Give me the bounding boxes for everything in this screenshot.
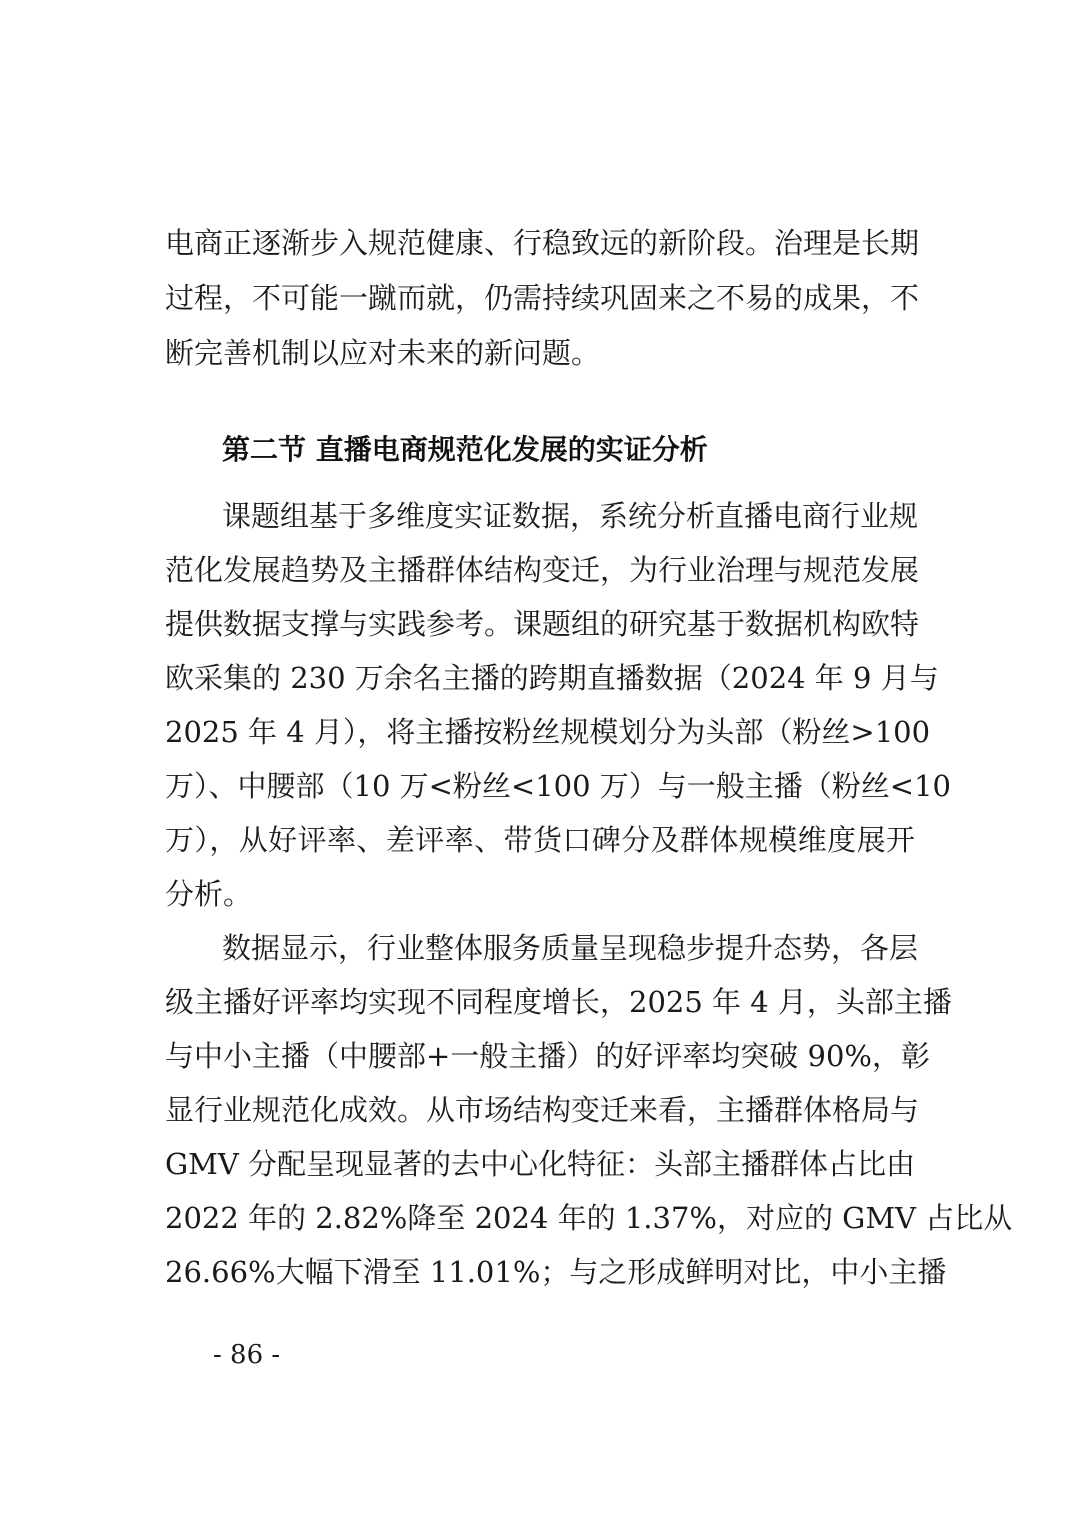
body-text-line: 万），从好评率、差评率、带货口碑分及群体规模维度展开 xyxy=(165,823,915,857)
body-text-line: 分析。 xyxy=(165,877,253,911)
body-text-line: 过程，不可能一蹴而就，仍需持续巩固来之不易的成果，不 xyxy=(165,281,920,315)
body-text-line: 提供数据支撑与实践参考。课题组的研究基于数据机构欧特 xyxy=(165,607,920,641)
body-text-line: 万）、中腰部（10 万<粉丝<100 万）与一般主播（粉丝<10 xyxy=(165,769,951,803)
page-number: - 86 - xyxy=(213,1340,281,1370)
section-heading: 第二节 直播电商规范化发展的实证分析 xyxy=(222,433,708,466)
body-text-line: 课题组基于多维度实证数据，系统分析直播电商行业规 xyxy=(222,499,919,533)
body-text-line: 2022 年的 2.82%降至 2024 年的 1.37%，对应的 GMV 占比从 xyxy=(165,1201,1013,1235)
body-text-line: 范化发展趋势及主播群体结构变迁，为行业治理与规范发展 xyxy=(165,553,920,587)
body-text-line: 26.66%大幅下滑至 11.01%；与之形成鲜明对比，中小主播 xyxy=(165,1255,947,1289)
body-text-line: 显行业规范化成效。从市场结构变迁来看，主播群体格局与 xyxy=(165,1093,920,1127)
body-text-line: 2025 年 4 月），将主播按粉丝规模划分为头部（粉丝>100 xyxy=(165,715,931,749)
body-text-line: GMV 分配呈现显著的去中心化特征：头部主播群体占比由 xyxy=(165,1147,916,1181)
body-text-line: 级主播好评率均实现不同程度增长，2025 年 4 月，头部主播 xyxy=(165,985,952,1019)
body-text-line: 与中小主播（中腰部+一般主播）的好评率均突破 90%，彰 xyxy=(165,1039,930,1073)
body-text-line: 数据显示，行业整体服务质量呈现稳步提升态势，各层 xyxy=(222,931,919,965)
body-text-line: 欧采集的 230 万余名主播的跨期直播数据（2024 年 9 月与 xyxy=(165,661,939,695)
body-text-line: 电商正逐渐步入规范健康、行稳致远的新阶段。治理是长期 xyxy=(165,226,920,260)
body-text-line: 断完善机制以应对未来的新问题。 xyxy=(165,336,601,370)
